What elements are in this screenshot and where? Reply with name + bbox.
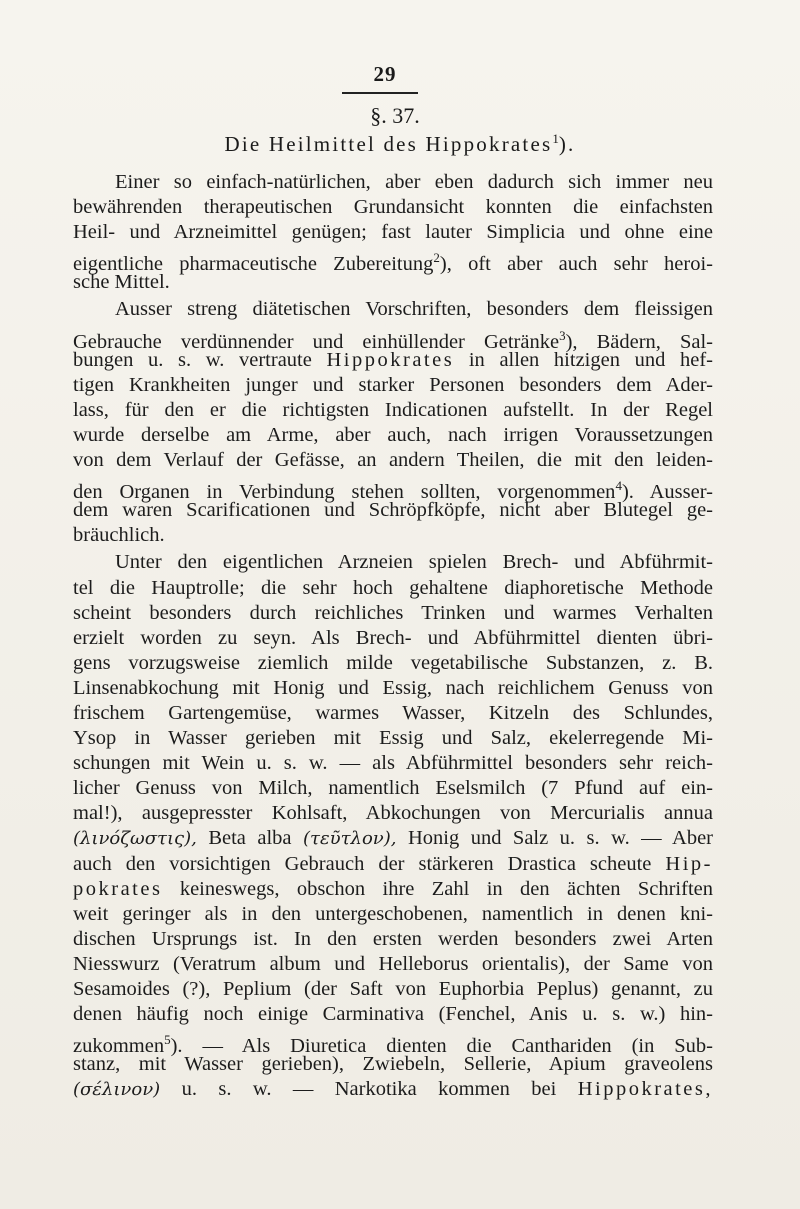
text-line: Unter den eigentlichen Arzneien spielen Brech- und Abführmit- xyxy=(115,551,713,574)
text-line: licher Genuss von Milch, namentlich Eselsmilch (7 Pfund auf ein- xyxy=(73,777,713,800)
line-segment: ). — xyxy=(170,1035,223,1058)
page-number: 29 xyxy=(373,62,397,86)
line-segment: den Organen in Verbindung stehen sollten, vorgenommen xyxy=(73,480,616,503)
line-segment: Als Diuretica dienten die Canthariden (in Sub- xyxy=(241,1035,713,1058)
text-line xyxy=(73,245,713,276)
section-title-text: Die Heilmittel des Hippokrates xyxy=(224,132,553,156)
line-segment: in allen hitzigen und hef- xyxy=(468,348,714,371)
body-text xyxy=(73,170,713,1102)
text-line: denen häufig noch einige Carminativa (Fenchel, Anis u. s. w.) hin- xyxy=(73,1003,713,1026)
text-line: stanz, mit Wasser gerieben), Zwiebeln, Sellerie, Apium graveolens xyxy=(73,1053,713,1076)
author-name: Hippokrates xyxy=(326,348,455,371)
text-line: dischen Ursprungs ist. In den ersten werden besonders zwei Arten xyxy=(73,927,713,950)
text-line: Niesswurz (Veratrum album und Helleborus orientalis), der Same von xyxy=(73,952,713,975)
text-line: mal!), ausgepresster Kohlsaft, Abkochungen von Mercurialis annua xyxy=(73,802,713,825)
text-line xyxy=(73,1077,713,1102)
text-line xyxy=(73,473,713,503)
footnote-marker: 1 xyxy=(552,131,559,146)
text-line: Sesamoides (?), Peplium (der Saft von Euphorbia Peplus) genannt, zu xyxy=(73,978,713,1000)
text-line xyxy=(73,323,714,353)
section-title-suffix: ). xyxy=(558,132,576,156)
text-line xyxy=(73,348,713,373)
text-line: Ausser streng diätetischen Vorschriften, besonders dem fleissigen xyxy=(115,298,713,321)
line-segment: zukommen xyxy=(73,1035,165,1058)
text-line xyxy=(73,826,713,851)
text-line: tel die Hauptrolle; die sehr hoch gehaltene diaphoretische Methode xyxy=(73,576,713,599)
line-segment: keineswegs, obschon ihre Zahl in den ächten Schriften xyxy=(179,877,713,900)
text-line: Heil- und Arzneimittel genügen; fast lauter Simplicia und ohne eine xyxy=(73,221,713,244)
text-line: bräuchlich. xyxy=(73,524,165,547)
section-number: §. 37. xyxy=(370,103,420,128)
greek-term: (σέλινον) xyxy=(73,1079,161,1101)
text-line: dem waren Scarificationen und Schröpfköpfe, nicht aber Blutegel ge- xyxy=(73,499,713,522)
text-line: scheint besonders durch reichliches Trinken und warmes Verhalten xyxy=(73,601,713,624)
author-name: Hippokrates, xyxy=(577,1078,714,1101)
greek-term: (λινόζωστις), xyxy=(73,828,197,850)
line-segment: ), Bädern, Sal- xyxy=(565,330,714,353)
text-line: weit geringer als in den untergeschobenen, namentlich in denen kni- xyxy=(73,902,713,925)
footnote-marker: 3 xyxy=(559,327,566,343)
text-line: gens vorzugsweise ziemlich milde vegetabilische Substanzen, z. B. xyxy=(73,651,713,674)
line-segment: u. s. w. — Narkotika kommen bei xyxy=(181,1078,557,1101)
text-line: von dem Verlauf der Gefässe, an andern Theilen, die mit den leiden- xyxy=(73,449,713,472)
line-segment: Beta alba xyxy=(208,827,292,850)
text-line xyxy=(73,1027,713,1058)
greek-term: (τεῦτλον), xyxy=(303,828,397,850)
line-segment: ), oft aber auch sehr heroi- xyxy=(439,253,713,276)
text-line: bewährenden therapeutischen Grundansicht konnten die einfachsten xyxy=(73,196,713,219)
footnote-marker: 4 xyxy=(615,478,622,494)
text-line: frischem Gartengemüse, warmes Wasser, Kitzeln des Schlundes, xyxy=(73,701,713,724)
text-line: sche Mittel. xyxy=(73,271,170,294)
text-line: Ysop in Wasser gerieben mit Essig und Salz, ekelerregende Mi- xyxy=(73,727,713,750)
text-line: wurde derselbe am Arme, aber auch, nach irrigen Voraussetzungen xyxy=(73,423,713,446)
page-number-rule xyxy=(342,92,418,94)
text-line xyxy=(73,877,713,902)
footnote-marker: 2 xyxy=(433,250,440,266)
footnote-marker: 5 xyxy=(164,1032,171,1048)
text-line: Einer so einfach-natürlichen, aber eben dadurch sich immer neu xyxy=(115,171,713,193)
text-line: lass, für den er die richtigsten Indicationen aufstellt. In der Regel xyxy=(73,398,713,421)
author-name: Hip- xyxy=(665,852,713,875)
text-line xyxy=(73,852,713,877)
line-segment: Honig und Salz u. s. w. — Aber xyxy=(407,827,714,850)
line-segment: auch den vorsichtigen Gebrauch der stärkeren Drastica scheute xyxy=(73,852,652,875)
line-segment: bungen u. s. w. vertraute xyxy=(73,348,312,371)
line-segment: eigentliche pharmaceutische Zubereitung xyxy=(73,253,434,276)
text-line: tigen Krankheiten junger und starker Personen besonders dem Ader- xyxy=(73,373,713,396)
line-segment: ). Ausser- xyxy=(621,480,713,503)
text-line: Linsenabkochung mit Honig und Essig, nach reichlichem Genuss von xyxy=(73,676,713,699)
text-line: erzielt worden zu seyn. Als Brech- und Abführmittel dienten übri- xyxy=(73,626,713,649)
line-segment: Gebrauche verdünnender und einhüllender Getränke xyxy=(73,330,560,353)
text-line: schungen mit Wein u. s. w. — als Abführmittel besonders sehr reich- xyxy=(73,752,713,775)
author-name: pokrates xyxy=(73,877,163,900)
section-title xyxy=(150,131,650,157)
